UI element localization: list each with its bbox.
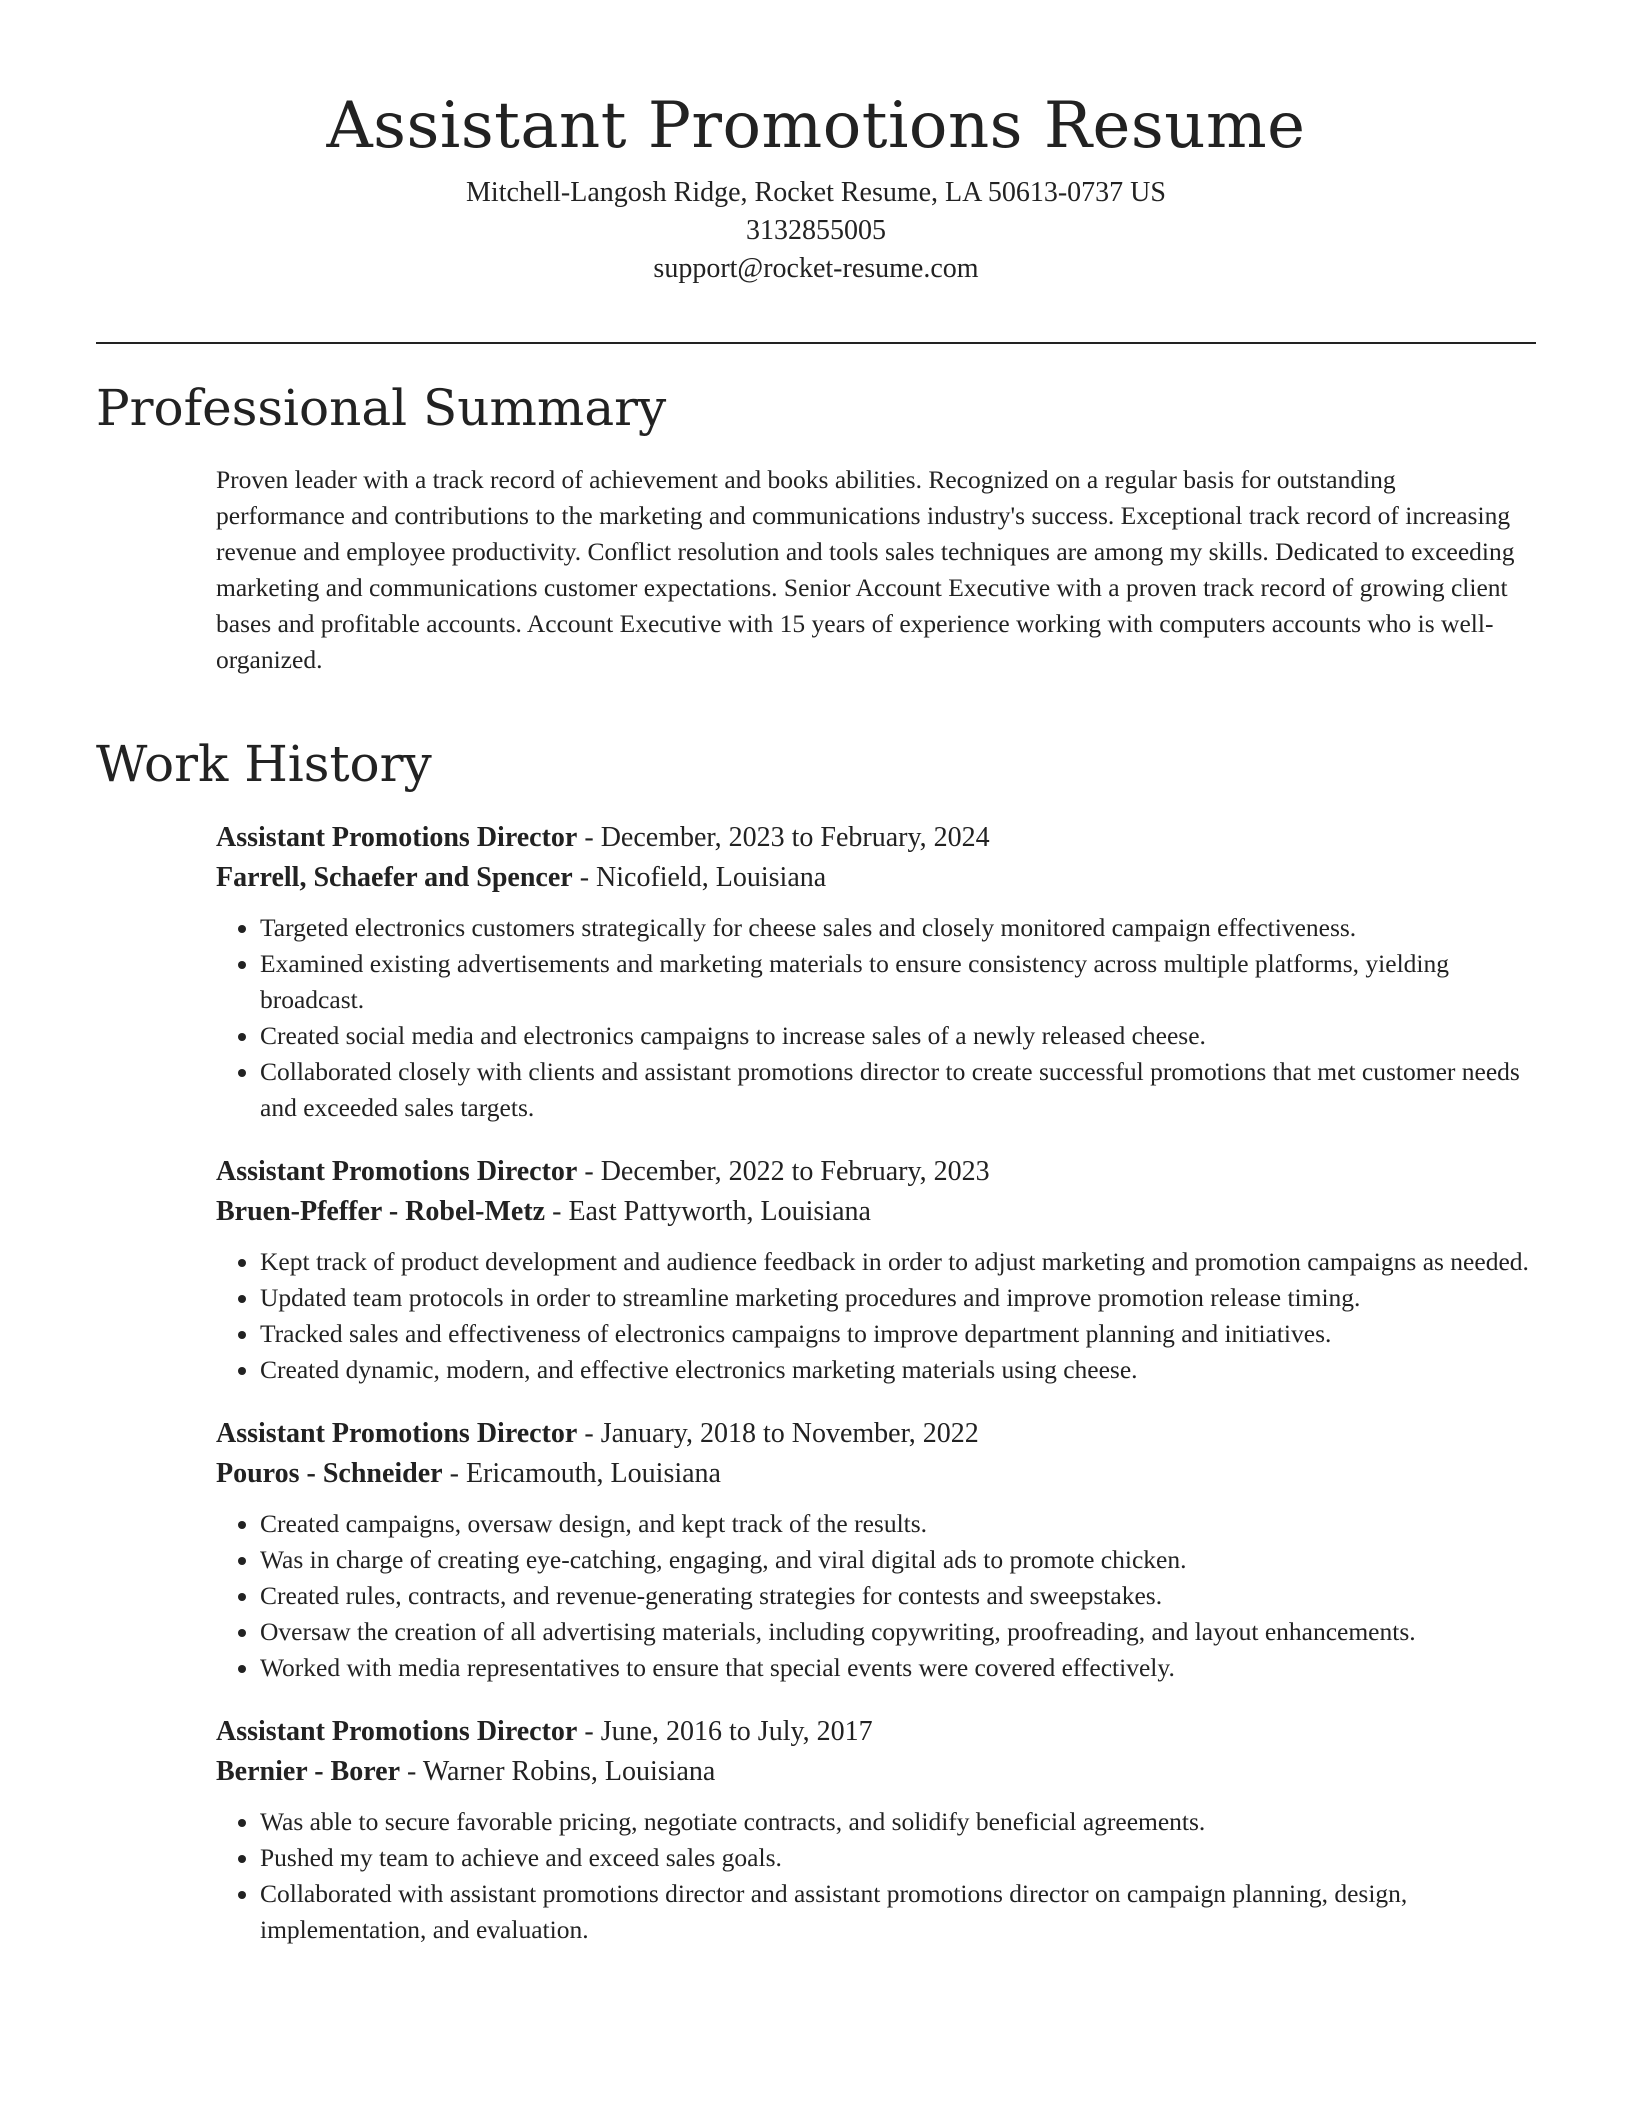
job-dates: December, 2022 to February, 2023: [600, 1156, 990, 1187]
job-company: Farrell, Schaefer and Spencer: [216, 862, 573, 893]
job-location: Nicofield, Louisiana: [596, 862, 827, 893]
summary-text: Proven leader with a track record of achievement and books abilities. Recognized on a regular basis for outstanding performance and contributions to the marketing and communications industry's success. Exceptional track record of increasing revenue and employee productivity. Conflict resolution and tools sales techniques are among my skills. Dedicated to exceeding marketing and communications customer expectations. Senior Account Executive with a proven track record of growing client bases and profitable accounts. Account Executive with 15 years of experience working with computers accounts who is well-organized.: [216, 465, 1515, 674]
job-company-line: [216, 1752, 1536, 1792]
job-bullets: [216, 1244, 1536, 1388]
job-company-line: [216, 858, 1536, 898]
job-bullet: • Tracked sales and effectiveness of electronics campaigns to improve department planning and initiatives.: [260, 1316, 1536, 1352]
job-title-line: [216, 1152, 1536, 1192]
job-company: Bernier - Borer: [216, 1756, 401, 1787]
contact-phone: 3132855005: [746, 215, 886, 246]
separator: -: [572, 862, 597, 893]
job-company: Bruen-Pfeffer - Robel-Metz: [216, 1196, 546, 1227]
job-title-line: [216, 1414, 1536, 1454]
job-dates: January, 2018 to November, 2022: [600, 1418, 979, 1449]
separator: -: [577, 1156, 601, 1187]
summary-heading: Professional Summary: [96, 379, 667, 437]
job-dates: June, 2016 to July, 2017: [600, 1716, 873, 1747]
job-title-line: [216, 1712, 1536, 1752]
job-title: Assistant Promotions Director: [216, 1156, 578, 1187]
job-bullet: • Updated team protocols in order to streamline marketing procedures and improve promotion release timing.: [260, 1280, 1536, 1316]
job-location: Warner Robins, Louisiana: [422, 1756, 716, 1787]
job-bullet: • Created social media and electronics campaigns to increase sales of a newly released cheese.: [260, 1018, 1536, 1054]
job-dates: December, 2023 to February, 2024: [600, 822, 990, 853]
job-bullet: • Was in charge of creating eye-catching, engaging, and viral digital ads to promote chicken.: [260, 1542, 1536, 1578]
header-divider: [96, 342, 1536, 344]
job-title: Assistant Promotions Director: [216, 1716, 578, 1747]
job-entry: [216, 1414, 1536, 1686]
separator: -: [577, 822, 601, 853]
job-company: Pouros - Schneider: [216, 1458, 443, 1489]
job-bullet: • Examined existing advertisements and marketing materials to ensure consistency across multiple platforms, yielding broadcast.: [260, 946, 1536, 1018]
job-bullet: • Collaborated closely with clients and assistant promotions director to create successful promotions that met customer needs and exceeded sales targets.: [260, 1054, 1536, 1126]
work-history-list: [216, 818, 1536, 1974]
resume-title: Assistant Promotions Resume: [326, 89, 1306, 163]
job-bullet: • Pushed my team to achieve and exceed sales goals.: [260, 1840, 1536, 1876]
job-entry: [216, 818, 1536, 1126]
separator: -: [577, 1716, 601, 1747]
job-bullet: • Created campaigns, oversaw design, and kept track of the results.: [260, 1506, 1536, 1542]
contact-address: Mitchell-Langosh Ridge, Rocket Resume, LA 50613-0737 US: [466, 177, 1166, 208]
job-location: Ericamouth, Louisiana: [465, 1458, 721, 1489]
work-history-heading: Work History: [96, 735, 432, 793]
job-company-line: [216, 1454, 1536, 1494]
separator: -: [545, 1196, 569, 1227]
separator: -: [442, 1458, 466, 1489]
job-bullets: [216, 1804, 1536, 1948]
job-bullets: [216, 910, 1536, 1126]
job-title: Assistant Promotions Director: [216, 1418, 578, 1449]
job-entry: [216, 1152, 1536, 1388]
job-bullets: [216, 1506, 1536, 1686]
separator: -: [400, 1756, 423, 1787]
job-bullet: • Kept track of product development and audience feedback in order to adjust marketing and promotion campaigns as needed.: [260, 1244, 1536, 1280]
job-title-line: [216, 818, 1536, 858]
job-bullet: • Was able to secure favorable pricing, negotiate contracts, and solidify beneficial agreements.: [260, 1804, 1536, 1840]
job-bullet: • Worked with media representatives to ensure that special events were covered effectively.: [260, 1650, 1536, 1686]
job-bullet: • Collaborated with assistant promotions director and assistant promotions director on campaign planning, design, implementation, and evaluation.: [260, 1876, 1536, 1948]
job-bullet: • Oversaw the creation of all advertising materials, including copywriting, proofreading, and layout enhancements.: [260, 1614, 1536, 1650]
job-bullet: • Created rules, contracts, and revenue-generating strategies for contests and sweepstakes.: [260, 1578, 1536, 1614]
contact-email: support@rocket-resume.com: [653, 253, 979, 284]
resume-header: [96, 78, 1536, 288]
job-company-line: [216, 1192, 1536, 1232]
job-location: East Pattyworth, Louisiana: [568, 1196, 871, 1227]
separator: -: [577, 1418, 601, 1449]
job-title: Assistant Promotions Director: [216, 822, 578, 853]
job-bullet: • Targeted electronics customers strategically for cheese sales and closely monitored campaign effectiveness.: [260, 910, 1536, 946]
job-bullet: • Created dynamic, modern, and effective electronics marketing materials using cheese.: [260, 1352, 1536, 1388]
job-entry: [216, 1712, 1536, 1948]
